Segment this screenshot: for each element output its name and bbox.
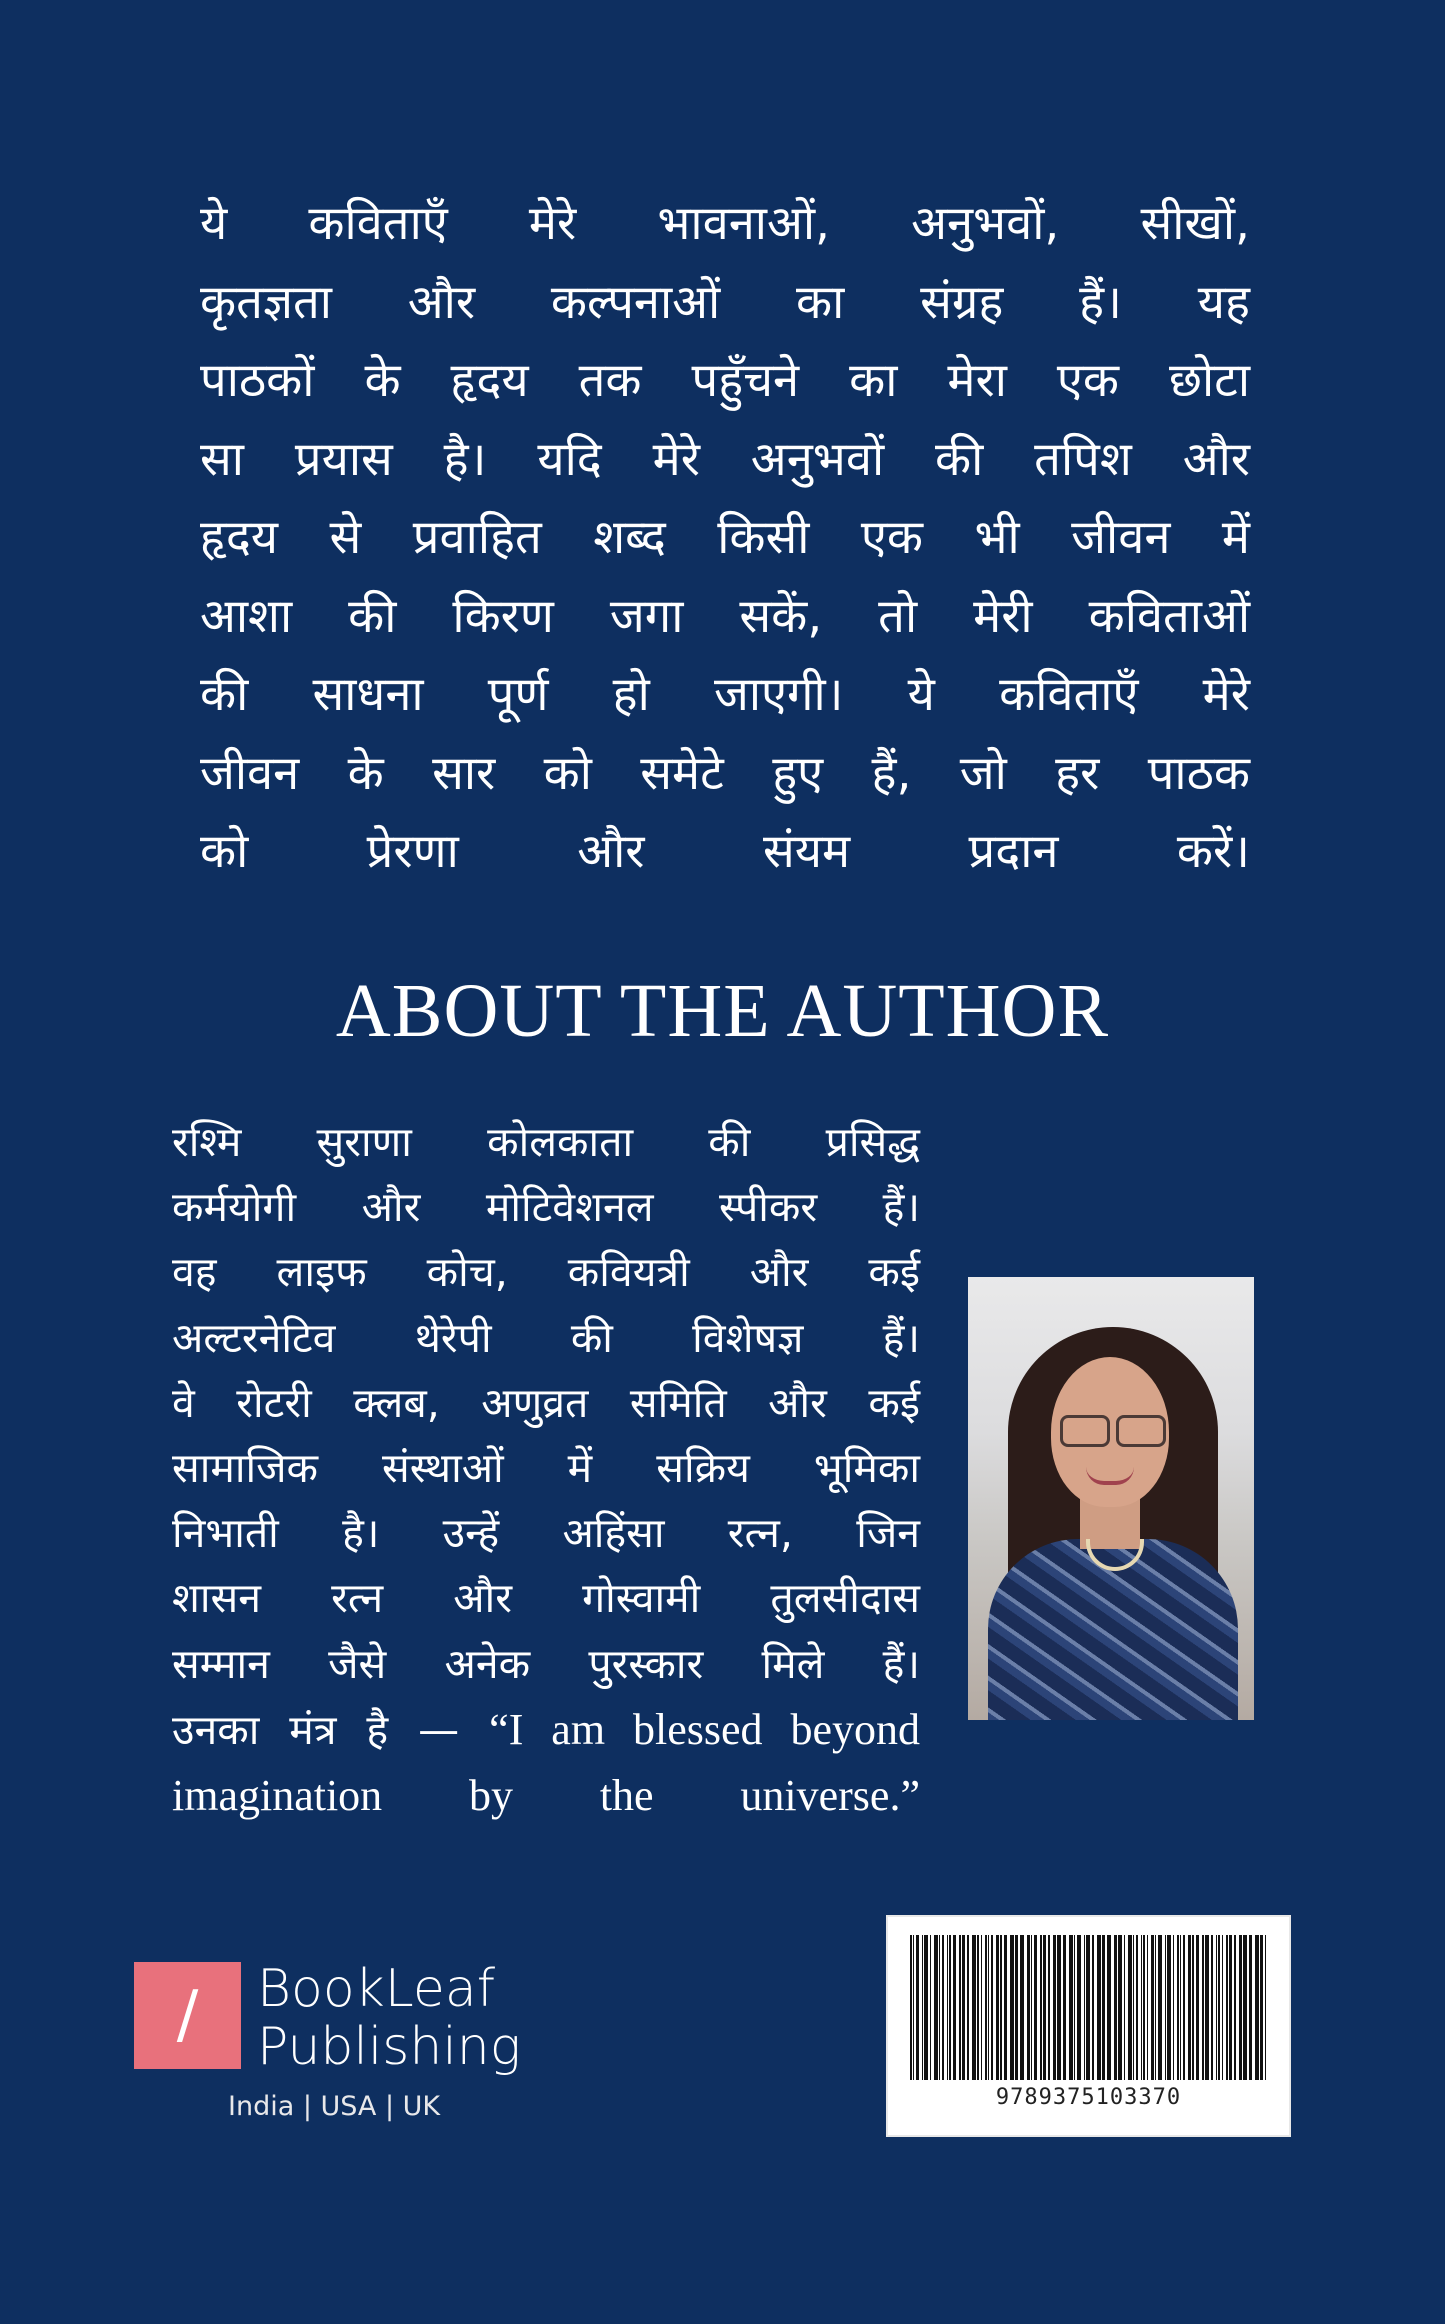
barcode-bar (1133, 1935, 1134, 2080)
barcode-bar (1097, 1935, 1101, 2080)
barcode-bar (977, 1935, 979, 2080)
barcode-bar (1155, 1935, 1156, 2080)
barcode-bar (1255, 1935, 1259, 2080)
quote-part-1: “I am blessed beyond (489, 1704, 920, 1754)
barcode-bar (913, 1935, 914, 2080)
barcode-bar (953, 1935, 956, 2080)
blurb-line: सा प्रयास है। यदि मेरे अनुभवों की तपिश और (200, 431, 1250, 487)
barcode-bar (924, 1935, 928, 2080)
barcode-bar (1158, 1935, 1162, 2080)
bio-line: सामाजिक संस्थाओं में सक्रिय भूमिका (172, 1444, 920, 1493)
publisher-logo-slash: / (176, 1978, 199, 2052)
barcode-bar (1196, 1935, 1199, 2080)
barcode-bar (949, 1935, 951, 2080)
barcode-bar (1222, 1935, 1223, 2080)
bio-line: शासन रत्न और गोस्वामी तुलसीदास (172, 1574, 920, 1623)
barcode-bar (1031, 1935, 1032, 2080)
barcode-bar (1216, 1935, 1217, 2080)
barcode-bar (939, 1935, 940, 2080)
barcode-bar (1020, 1935, 1024, 2080)
barcode-bar (1086, 1935, 1090, 2080)
publisher-tagline: India | USA | UK (228, 2091, 441, 2122)
barcode-bar (985, 1935, 987, 2080)
barcode-bar (1128, 1935, 1132, 2080)
barcode-bar (1118, 1935, 1122, 2080)
barcode-bar (1151, 1935, 1154, 2080)
barcode-bar (1202, 1935, 1204, 2080)
author-bio (172, 1110, 920, 1828)
barcode-bar (1077, 1935, 1081, 2080)
barcode-bar (959, 1935, 961, 2080)
barcode-bar (1010, 1935, 1014, 2080)
barcode-bar (922, 1935, 923, 2080)
publisher-name (257, 1960, 521, 2076)
barcode-bar (1218, 1935, 1220, 2080)
barcode-bar (1188, 1935, 1191, 2080)
barcode-bar (1234, 1935, 1236, 2080)
bio-line: वह लाइफ कोच, कवियत्री और कई (172, 1248, 920, 1297)
bio-line: सम्मान जैसे अनेक पुरस्कार मिले हैं। (172, 1639, 920, 1688)
barcode-bar (1000, 1935, 1002, 2080)
barcode-bar (1053, 1935, 1056, 2080)
barcode-bar (910, 1935, 912, 2080)
barcode-bar (1239, 1935, 1242, 2080)
barcode-bar (1124, 1935, 1125, 2080)
barcode-bar (1074, 1935, 1075, 2080)
barcode-bar (1034, 1935, 1037, 2080)
barcode-bar (1048, 1935, 1050, 2080)
barcode-bar (972, 1935, 976, 2080)
barcode-bar (1143, 1935, 1145, 2080)
bio-quote-line (172, 1697, 920, 1763)
quote-prefix: उनका मंत्र है — (172, 1705, 490, 1754)
quote-part-2: imagination by the universe.” (172, 1771, 920, 1821)
barcode-bar (1015, 1935, 1018, 2080)
barcode-bar (967, 1935, 969, 2080)
barcode-bar (942, 1935, 944, 2080)
barcode-bar (1165, 1935, 1166, 2080)
photo-glasses-right (1116, 1415, 1166, 1447)
barcode-bar (1107, 1935, 1111, 2080)
barcode-bar (934, 1935, 938, 2080)
blurb-line: को प्रेरणा और संयम प्रदान करें। (200, 824, 1250, 879)
barcode-bar (1243, 1935, 1247, 2080)
barcode-bar (1260, 1935, 1263, 2080)
blurb-line: ये कविताएँ मेरे भावनाओं, अनुभवों, सीखों, (200, 196, 1250, 251)
photo-glasses-left (1060, 1415, 1110, 1447)
barcode-bar (1092, 1935, 1094, 2080)
barcode-bar (1136, 1935, 1138, 2080)
barcode-bar (1141, 1935, 1142, 2080)
bio-line: वे रोटरी क्लब, अणुव्रत समिति और कई (172, 1378, 920, 1427)
barcode-bar (996, 1935, 999, 2080)
barcode-bar (1192, 1935, 1194, 2080)
barcode-bar (1063, 1935, 1066, 2080)
publisher-name-line-2: Publishing (257, 2017, 521, 2077)
bio-line: निभाती है। उन्हें अहिंसा रत्न, जिन (172, 1509, 920, 1558)
barcode-bar (1180, 1935, 1181, 2080)
barcode-bar (1114, 1935, 1117, 2080)
bio-line: अल्टरनेटिव थेरेपी की विशेषज्ञ हैं। (172, 1313, 920, 1362)
bio-line: कर्मयोगी और मोटिवेशनल स्पीकर हैं। (172, 1183, 920, 1232)
blurb-line: आशा की किरण जगा सकें, तो मेरी कविताओं (200, 588, 1250, 644)
about-author-heading: ABOUT THE AUTHOR (335, 969, 1110, 1053)
barcode-bar (1027, 1935, 1030, 2080)
barcode-bar (930, 1935, 931, 2080)
barcode-bar (916, 1935, 919, 2080)
barcode-bar (1043, 1935, 1046, 2080)
barcode-bar (988, 1935, 989, 2080)
barcode-bar (1069, 1935, 1073, 2080)
barcode-bar (1249, 1935, 1252, 2080)
barcode-bar (1084, 1935, 1085, 2080)
isbn-barcode (886, 1915, 1291, 2137)
barcode-bar (1057, 1935, 1061, 2080)
barcode-bar (1167, 1935, 1171, 2080)
publisher-logo-icon (134, 1962, 241, 2069)
barcode-bar (1102, 1935, 1105, 2080)
blurb-line: पाठकों के हृदय तक पहुँचने का मेरा एक छोटा (200, 353, 1250, 408)
bio-line: रश्मि सुराणा कोलकाता की प्रसिद्ध (172, 1118, 920, 1166)
isbn-number: 9789375103370 (995, 2085, 1182, 2110)
cover-blurb (200, 185, 1250, 892)
blurb-line: जीवन के सार को समेटे हुए हैं, जो हर पाठक (200, 745, 1250, 801)
author-photo (968, 1277, 1254, 1720)
barcode-bar (1177, 1935, 1179, 2080)
barcode-bar (1205, 1935, 1209, 2080)
barcode-bar (1265, 1935, 1266, 2080)
blurb-line: की साधना पूर्ण हो जाएगी। ये कविताएँ मेरे (200, 667, 1250, 722)
barcode-bar (947, 1935, 948, 2080)
barcode-bars (910, 1935, 1271, 2080)
barcode-bar (1211, 1935, 1213, 2080)
barcode-bar (1183, 1935, 1185, 2080)
barcode-bar (1173, 1935, 1174, 2080)
blurb-line: हृदय से प्रवाहित शब्द किसी एक भी जीवन में (200, 510, 1250, 565)
barcode-bar (1040, 1935, 1042, 2080)
publisher-name-line-1: BookLeaf (257, 1959, 496, 2019)
barcode-bar (962, 1935, 965, 2080)
barcode-bar (1147, 1935, 1148, 2080)
barcode-bar (1226, 1935, 1228, 2080)
barcode-bar (1229, 1935, 1232, 2080)
blurb-line: कृतज्ञता और कल्पनाओं का संग्रह हैं। यह (200, 274, 1250, 330)
barcode-bar (991, 1935, 993, 2080)
barcode-bar (1004, 1935, 1007, 2080)
barcode-bar (981, 1935, 982, 2080)
